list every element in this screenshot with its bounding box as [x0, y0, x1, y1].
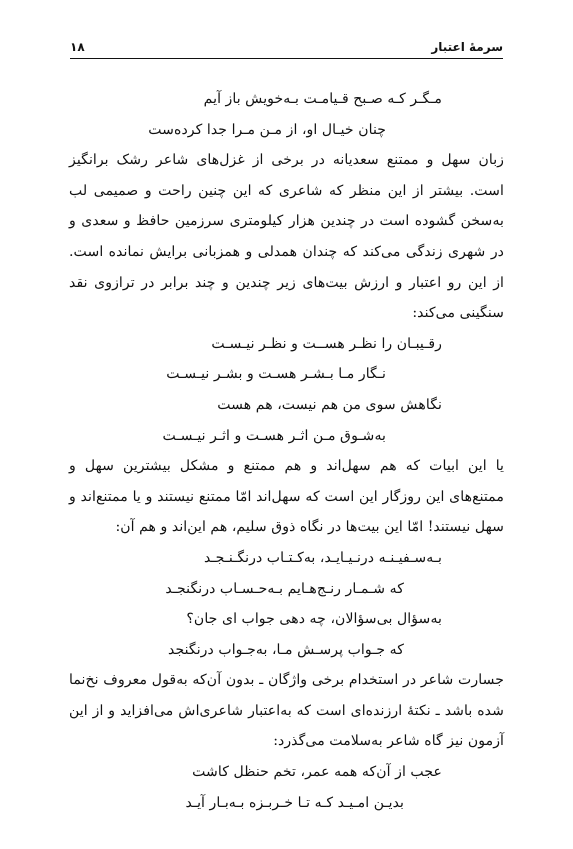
verse-first-hemistich: رقـیبـان را نظـر هســت و نظـر نیـسـت: [211, 335, 442, 352]
verse-second-hemistich: که شـمـار رنـج‌هـایم بـه‌حـسـاب درنگنجـد: [165, 580, 404, 597]
book-title: سرمهٔ اعتبار: [431, 40, 503, 54]
verse-first-hemistich: نگاهش سوی من هم نیست، هم هست: [217, 396, 442, 413]
verse-second-hemistich: چنان خیـال او، از مـن مـرا جدا کرده‌ست: [148, 121, 386, 138]
verse-second-hemistich: به‌شـوق مـن اثـر هسـت و اثـر نیـسـت: [162, 427, 386, 444]
prose-paragraph: جسارت شاعر در استخدام برخی واژگان ـ بدون آن‌که به‌قول معروف نخ‌نما شده باشد ـ نکتهٔ ارزنده‌ای است که به‌اعتبار شاعری‌اش می‌افزاید و از این آزمون نیز گاه شاعر به‌سلامت می‌گذرد:: [69, 672, 504, 750]
prose-paragraph: یا این ابیات که هم سهل‌اند و هم ممتنع و مشکل بیشترین سهل و ممتنع‌های این روزگار این است که سهل‌اند امّا ممتنع نیستند و یا ممتنع‌اند و سهل نیستند! امّا این بیت‌ها در نگاه ذوق سلیم، هم این‌اند و هم آن:: [69, 458, 504, 536]
verse-first-hemistich: مـگـر کـه صـبح قـیامـت بـه‌خویش باز آیم: [203, 91, 442, 107]
verse-second-hemistich: که جـواب پرسـش مـا، به‌جـواب درنگنجد: [168, 641, 404, 658]
verse-first-hemistich: عجب از آن‌که همه عمر، تخم حنظل کاشت: [192, 764, 442, 781]
body-text: [69, 84, 504, 818]
verse-second-hemistich: بدیـن امـیـد کـه تـا خـربـزه بـه‌بـار آیـد: [185, 794, 404, 811]
running-header: [70, 36, 503, 59]
verse-second-hemistich: نـگار مـا بـشـر هسـت و بشـر نیـسـت: [166, 366, 386, 383]
verse-first-hemistich: بـه‌سـفیـنـه درنـیـایـد، به‌کـتـاب درنگـنـجـد: [203, 549, 442, 566]
verse-first-hemistich: به‌سؤال بی‌سؤالان، چه دهی جواب ای جان؟: [186, 611, 442, 628]
prose-paragraph: زبان سهل و ممتنع سعدیانه در برخی از غزل‌های شاعر رشک برانگیز است. بیشتر از این منظر که شاعری که این چنین راحت و صمیمی لب به‌سخن گشوده است در چندین هزار کیلومتری سرزمین حافظ و سعدی و در شهری زندگی می‌کند که چندان همدلی و همزبانی برایش نمانده است. از این رو اعتبار و ارزش بیت‌های زیر چندین و چند برابر در ترازوی نقد سنگینی می‌کند:: [69, 152, 504, 322]
page-number: ۱۸: [70, 40, 85, 54]
